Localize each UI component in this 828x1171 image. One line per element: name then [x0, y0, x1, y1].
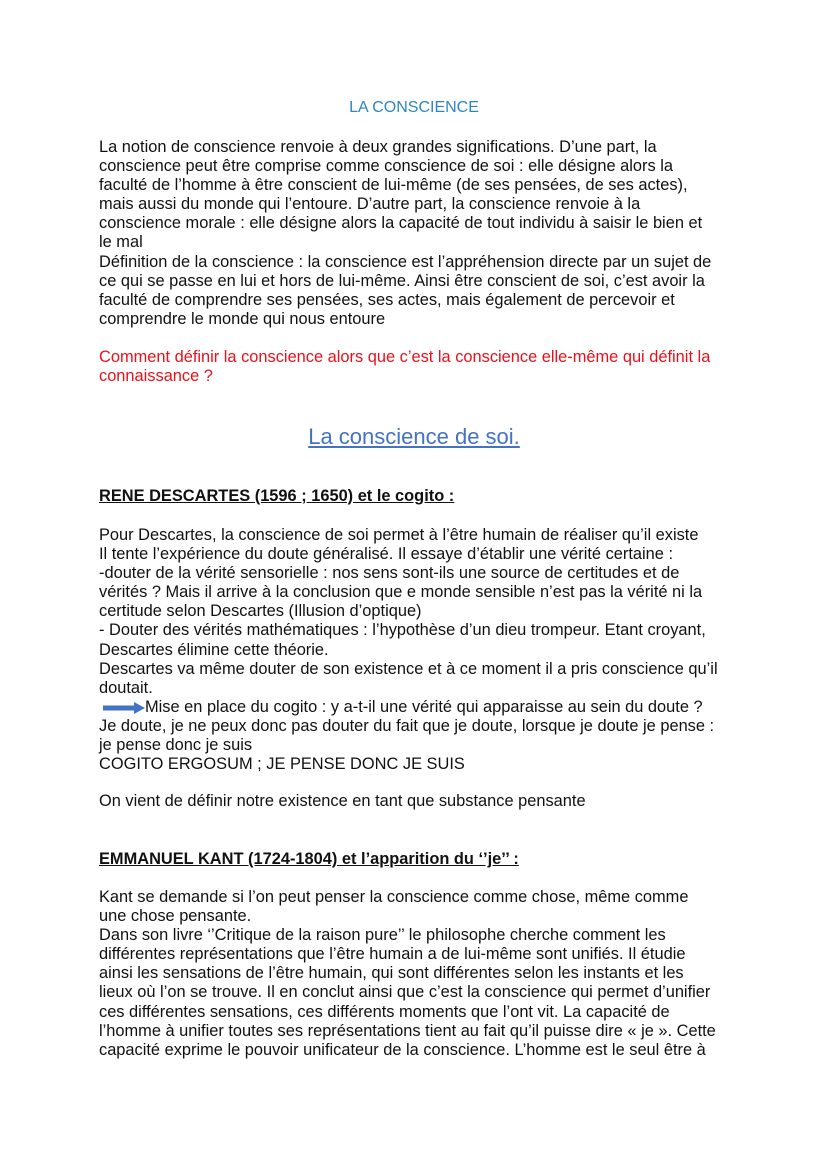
- text-line: je pense donc je suis: [99, 736, 253, 755]
- text-line: Descartes élimine cette théorie.: [99, 640, 329, 659]
- kant-heading: EMMANUEL KANT (1724-1804) et l’apparition du ‘’je’’ :: [99, 850, 519, 868]
- text-line: ainsi les sensations de l’être humain, qui sont différentes selon les instants et les: [99, 964, 684, 983]
- text-line: Mise en place du cogito : y a-t-il une vérité qui apparaisse au sein du doute ?: [145, 697, 703, 716]
- arrow-line: [99, 698, 718, 717]
- text-line: Comment définir la conscience alors que c’est la conscience elle-même qui définit la: [99, 348, 711, 366]
- text-line: le mal: [99, 233, 143, 252]
- text-line: doutait.: [99, 678, 153, 697]
- text-line: Il tente l’expérience du doute généralisé. Il essaye d’établir une vérité certaine :: [99, 545, 674, 564]
- text-line: Kant se demande si l’on peut penser la conscience comme chose, même comme: [99, 888, 689, 906]
- text-line: conscience morale : elle désigne alors la capacité de tout individu à saisir le bien et: [99, 214, 703, 233]
- text-line: ces différentes sensations, ces différents moments que l’ont vit. La capacité de: [99, 1002, 670, 1021]
- descartes-paragraph: [99, 526, 718, 774]
- central-question: [99, 348, 710, 386]
- kant-paragraph: [99, 888, 716, 1060]
- text-line: ce qui se passe en lui et hors de lui-même. Ainsi être conscient de soi, c’est avoir la: [99, 271, 705, 290]
- text-line: Pour Descartes, la conscience de soi permet à l’être humain de réaliser qu’il existe: [99, 526, 699, 544]
- document-title: LA CONSCIENCE: [349, 99, 479, 116]
- text-line: lieux où l’on se trouve. Il en conclut ainsi que c’est la conscience qui permet d’unifier: [99, 983, 711, 1002]
- text-line: La notion de conscience renvoie à deux grandes significations. D’une part, la: [99, 138, 657, 156]
- text-line: Descartes va même douter de son existence et à ce moment il a pris conscience qu’il: [99, 659, 718, 678]
- text-line: Définition de la conscience : la conscience est l’appréhension directe par un sujet de: [99, 252, 712, 271]
- text-line: connaissance ?: [99, 367, 213, 386]
- text-line: - Douter des vérités mathématiques : l’hypothèse d’un dieu trompeur. Etant croyant,: [99, 621, 706, 640]
- text-line: -douter de la vérité sensorielle : nos sens sont-ils une source de certitudes et de: [99, 564, 680, 583]
- text-line: différentes représentations que l’être humain a de lui-même sont unifiés. Il étudie: [99, 945, 686, 964]
- text-line: certitude selon Descartes (Illusion d’optique): [99, 602, 422, 621]
- text-line: COGITO ERGOSUM ; JE PENSE DONC JE SUIS: [99, 755, 465, 774]
- text-line: Je doute, je ne peux donc pas douter du fait que je doute, lorsque je doute je pense :: [99, 716, 715, 735]
- text-line: Dans son livre ‘’Critique de la raison pure’’ le philosophe cherche comment les: [99, 926, 666, 945]
- text-line: mais aussi du monde qui l’entoure. D’autre part, la conscience renvoie à la: [99, 195, 641, 214]
- text-line: une chose pensante.: [99, 907, 252, 926]
- right-arrow-icon: [103, 702, 145, 714]
- descartes-heading: RENE DESCARTES (1596 ; 1650) et le cogito :: [99, 487, 455, 505]
- text-line: capacité exprime le pouvoir unificateur de la conscience. L’homme est le seul être à: [99, 1040, 706, 1059]
- text-line: faculté de comprendre ses pensées, ses actes, mais également de percevoir et: [99, 290, 675, 309]
- intro-paragraph: [99, 138, 711, 329]
- text-line: l’homme à unifier toutes ses représentations tient au fait qu’il puisse dire « je ». Cette: [99, 1021, 716, 1040]
- descartes-conclusion: On vient de définir notre existence en tant que substance pensante: [99, 792, 586, 810]
- text-line: faculté de l’homme à être conscient de lui-même (de ses pensées, de ses actes),: [99, 176, 688, 195]
- section-subtitle: La conscience de soi.: [308, 424, 520, 449]
- text-line: comprendre le monde qui nous entoure: [99, 309, 386, 328]
- text-line: vérités ? Mais il arrive à la conclusion que e monde sensible n’est pas la vérité ni la: [99, 583, 703, 602]
- text-line: conscience peut être comprise comme conscience de soi : elle désigne alors la: [99, 157, 673, 176]
